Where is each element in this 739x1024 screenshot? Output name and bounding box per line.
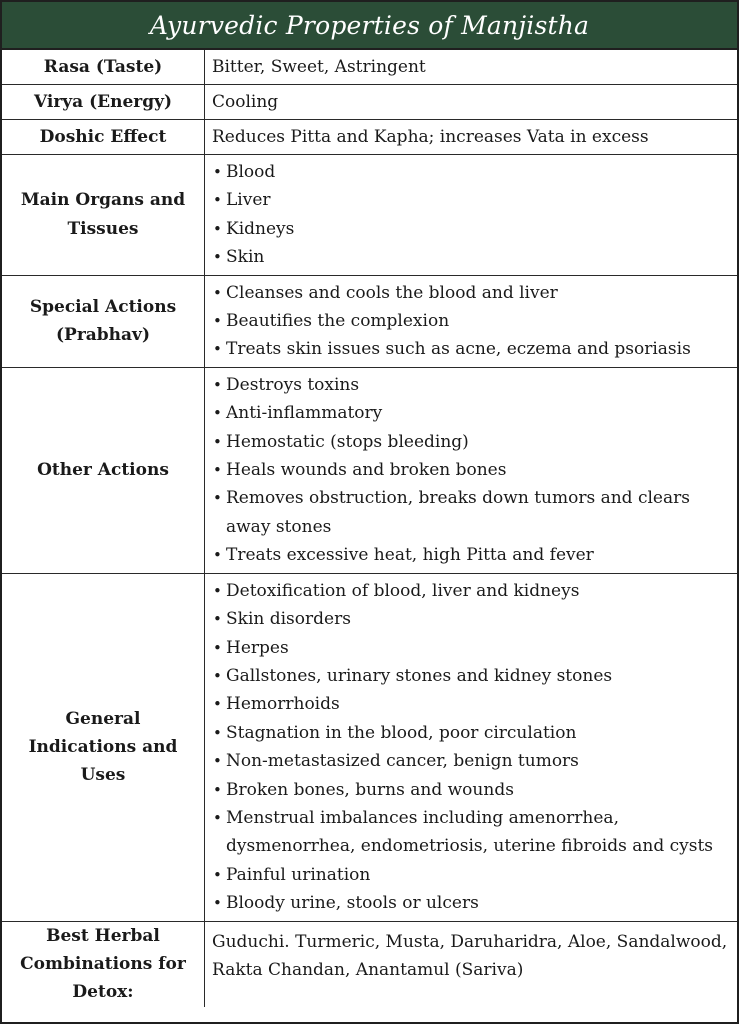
- list-item: • Removes obstruction, breaks down tumors and clears away stones: [212, 484, 731, 541]
- row-value-herbal: Guduchi. Turmeric, Musta, Daruharidra, Aloe, Sandalwood, Rakta Chandan, Anantamul (Sariva): [205, 921, 738, 1007]
- row-label-special-line1: Special Actions: [29, 296, 177, 317]
- list-item: • Herpes: [212, 634, 731, 662]
- row-label-organs-line1: Main Organs and: [20, 190, 186, 211]
- row-label-special-line2: (Prabhav): [56, 325, 150, 346]
- table-row-organs: [2, 155, 737, 276]
- table-row-general: [2, 573, 737, 921]
- table-row-doshic: [2, 120, 737, 155]
- row-value-organs: [205, 155, 738, 276]
- list-item: • Hemorrhoids: [212, 690, 731, 718]
- row-label-rasa: Rasa (Taste): [2, 50, 205, 85]
- list-item: • Broken bones, burns and wounds: [212, 776, 731, 804]
- row-value-rasa: Bitter, Sweet, Astringent: [205, 50, 738, 85]
- list-item: • Treats skin issues such as acne, eczema and psoriasis: [212, 335, 731, 363]
- row-label-general-line2: Indications and: [28, 736, 178, 757]
- list-item: • Stagnation in the blood, poor circulation: [212, 719, 731, 747]
- table-row-virya: [2, 85, 737, 120]
- table-row-other: [2, 367, 737, 573]
- bullet-list: [212, 371, 731, 570]
- table-row-rasa: [2, 50, 737, 85]
- list-item: • Menstrual imbalances including amenorrhea, dysmenorrhea, endometriosis, uterine fibroids and cysts: [212, 804, 731, 861]
- list-item: • Detoxification of blood, liver and kidneys: [212, 577, 731, 605]
- row-label-doshic: Doshic Effect: [2, 120, 205, 155]
- row-value-general: [205, 573, 738, 921]
- list-item: • Destroys toxins: [212, 371, 731, 399]
- list-item: • Painful urination: [212, 861, 731, 889]
- list-item: • Skin disorders: [212, 605, 731, 633]
- table-title: Ayurvedic Properties of Manjistha: [2, 2, 737, 50]
- list-item: • Non-metastasized cancer, benign tumors: [212, 747, 731, 775]
- row-value-virya: Cooling: [205, 85, 738, 120]
- row-label-organs-line2: Tissues: [67, 218, 139, 239]
- list-item: • Cleanses and cools the blood and liver: [212, 279, 731, 307]
- list-item: • Kidneys: [212, 215, 731, 243]
- row-value-special: [205, 275, 738, 367]
- list-item: • Treats excessive heat, high Pitta and fever: [212, 541, 731, 569]
- table-row-special: [2, 275, 737, 367]
- bullet-list: [212, 279, 731, 364]
- list-item: • Heals wounds and broken bones: [212, 456, 731, 484]
- row-label-herbal-line3: Detox:: [72, 982, 134, 1003]
- list-item: • Beautifies the complexion: [212, 307, 731, 335]
- row-label-herbal-line1: Best Herbal: [46, 925, 160, 946]
- row-label-virya: Virya (Energy): [2, 85, 205, 120]
- row-value-other: [205, 367, 738, 573]
- row-label-special: [2, 275, 205, 367]
- bullet-list: [212, 577, 731, 918]
- list-item: • Blood: [212, 158, 731, 186]
- row-label-general-line1: General: [65, 708, 141, 729]
- properties-table: [2, 50, 737, 1007]
- list-item: • Hemostatic (stops bleeding): [212, 428, 731, 456]
- row-label-general-line3: Uses: [80, 765, 126, 786]
- list-item: • Gallstones, urinary stones and kidney stones: [212, 662, 731, 690]
- table-row-herbal: [2, 921, 737, 1007]
- list-item: • Anti-inflammatory: [212, 399, 731, 427]
- row-label-organs: [2, 155, 205, 276]
- row-label-herbal-line2: Combinations for: [20, 953, 186, 974]
- row-value-doshic: Reduces Pitta and Kapha; increases Vata in excess: [205, 120, 738, 155]
- row-label-herbal: [2, 921, 205, 1007]
- bullet-list: [212, 158, 731, 272]
- list-item: • Bloody urine, stools or ulcers: [212, 889, 731, 917]
- list-item: • Liver: [212, 186, 731, 214]
- row-label-other: Other Actions: [2, 367, 205, 573]
- list-item: • Skin: [212, 243, 731, 271]
- row-label-general: [2, 573, 205, 921]
